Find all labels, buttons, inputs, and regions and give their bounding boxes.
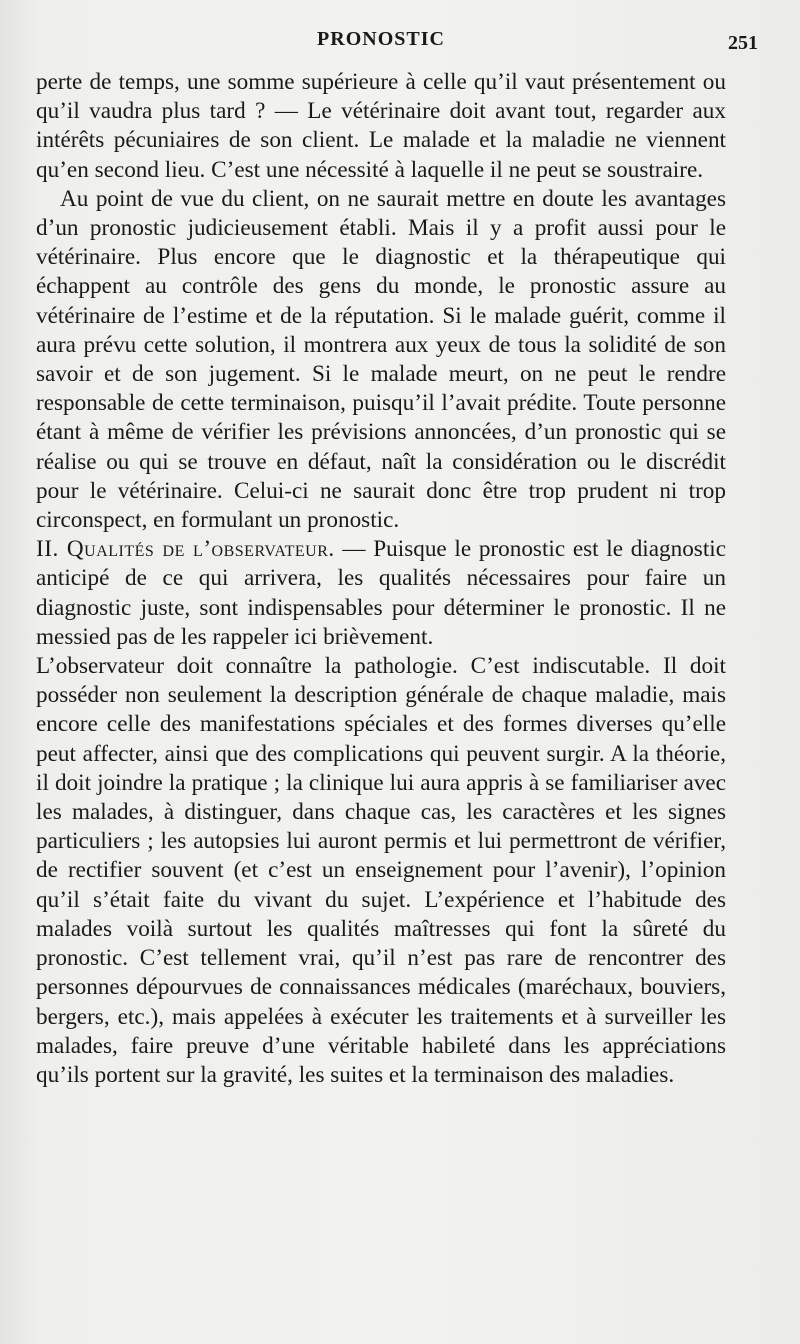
section-paragraph bbox=[36, 535, 726, 652]
paragraph-observer: L’observateur doit connaître la pathologie. C’est indiscutable. Il doit posséder non seulement la description générale de chaque maladie, mais encore celle des manifestations spéciales et des formes diverses qu’elle peut affecter, ainsi que des complications qui peuvent surgir. A la théorie, il doit joindre la pratique ; la clinique lui aura appris à se familiariser avec les malades, à distinguer, dans chaque cas, les caractères et les signes particuliers ; les autopsies lui auront permis et lui permettront de vérifier, de rectifier souvent (et c’est un enseignement pour l’avenir), l’opinion qu’il s’était faite du vivant du sujet. L’expérience et l’habitude des malades voilà surtout les qualités maîtresses qui font la sûreté du pronostic. C’est tellement vrai, qu’il n’est pas rare de rencontrer des personnes dépourvues de connaissances médicales (maréchaux, bouviers, bergers, etc.), mais appelées à exécuter les traitements et à surveiller les malades, faire preuve d’une véritable habileté dans les appréciations qu’ils portent sur la gravité, les suites et la terminaison des maladies. bbox=[36, 653, 726, 1088]
running-title: PRONOSTIC bbox=[317, 28, 445, 50]
paragraph-client-viewpoint: Au point de vue du client, on ne saurait mettre en doute les avantages d’un pronostic judicieusement établi. Mais il y a profit aussi pour le vétérinaire. Plus encore que le diagnostic et la thérapeutique qui échappent au contrôle des gens du monde, le pronostic assure au vétérinaire de l’estime et de la réputation. Si le malade guérit, comme il aura prévu cette solution, il montrera aux yeux de tous la solidité de son savoir et de son jugement. Si le malade meurt, on ne peut le rendre responsable de cette terminaison, puisqu’il l’avait prédite. Toute personne étant à même de vérifier les prévisions annoncées, d’un pronostic qui se réalise ou qui se trouve en défaut, naît la considération ou le discrédit pour le vétérinaire. Celui-ci ne saurait donc être trop prudent ni trop circonspect, en formulant un pronostic. bbox=[36, 185, 726, 534]
page-number: 251 bbox=[728, 32, 758, 54]
running-header bbox=[36, 28, 758, 68]
paragraph-continuation: perte de temps, une somme supérieure à celle qu’il vaut présentement ou qu’il vaudra plus tard ? — Le vétérinaire doit avant tout, regarder aux intérêts pécuniaires de son client. Le malade et la maladie ne viennent qu’en second lieu. C’est une nécessité à laquelle il ne peut se soustraire. bbox=[36, 69, 726, 183]
section-intro-text: — Puisque le pronostic est le diagnostic anticipé de ce qui arrivera, les qualités nécessaires pour faire un diagnostic juste, sont indispensables pour déterminer le pronostic. Il ne messied pas de les rappeler ici brièvement. bbox=[36, 536, 727, 650]
section-heading: II. Qualités de l’observateur. bbox=[36, 536, 335, 563]
